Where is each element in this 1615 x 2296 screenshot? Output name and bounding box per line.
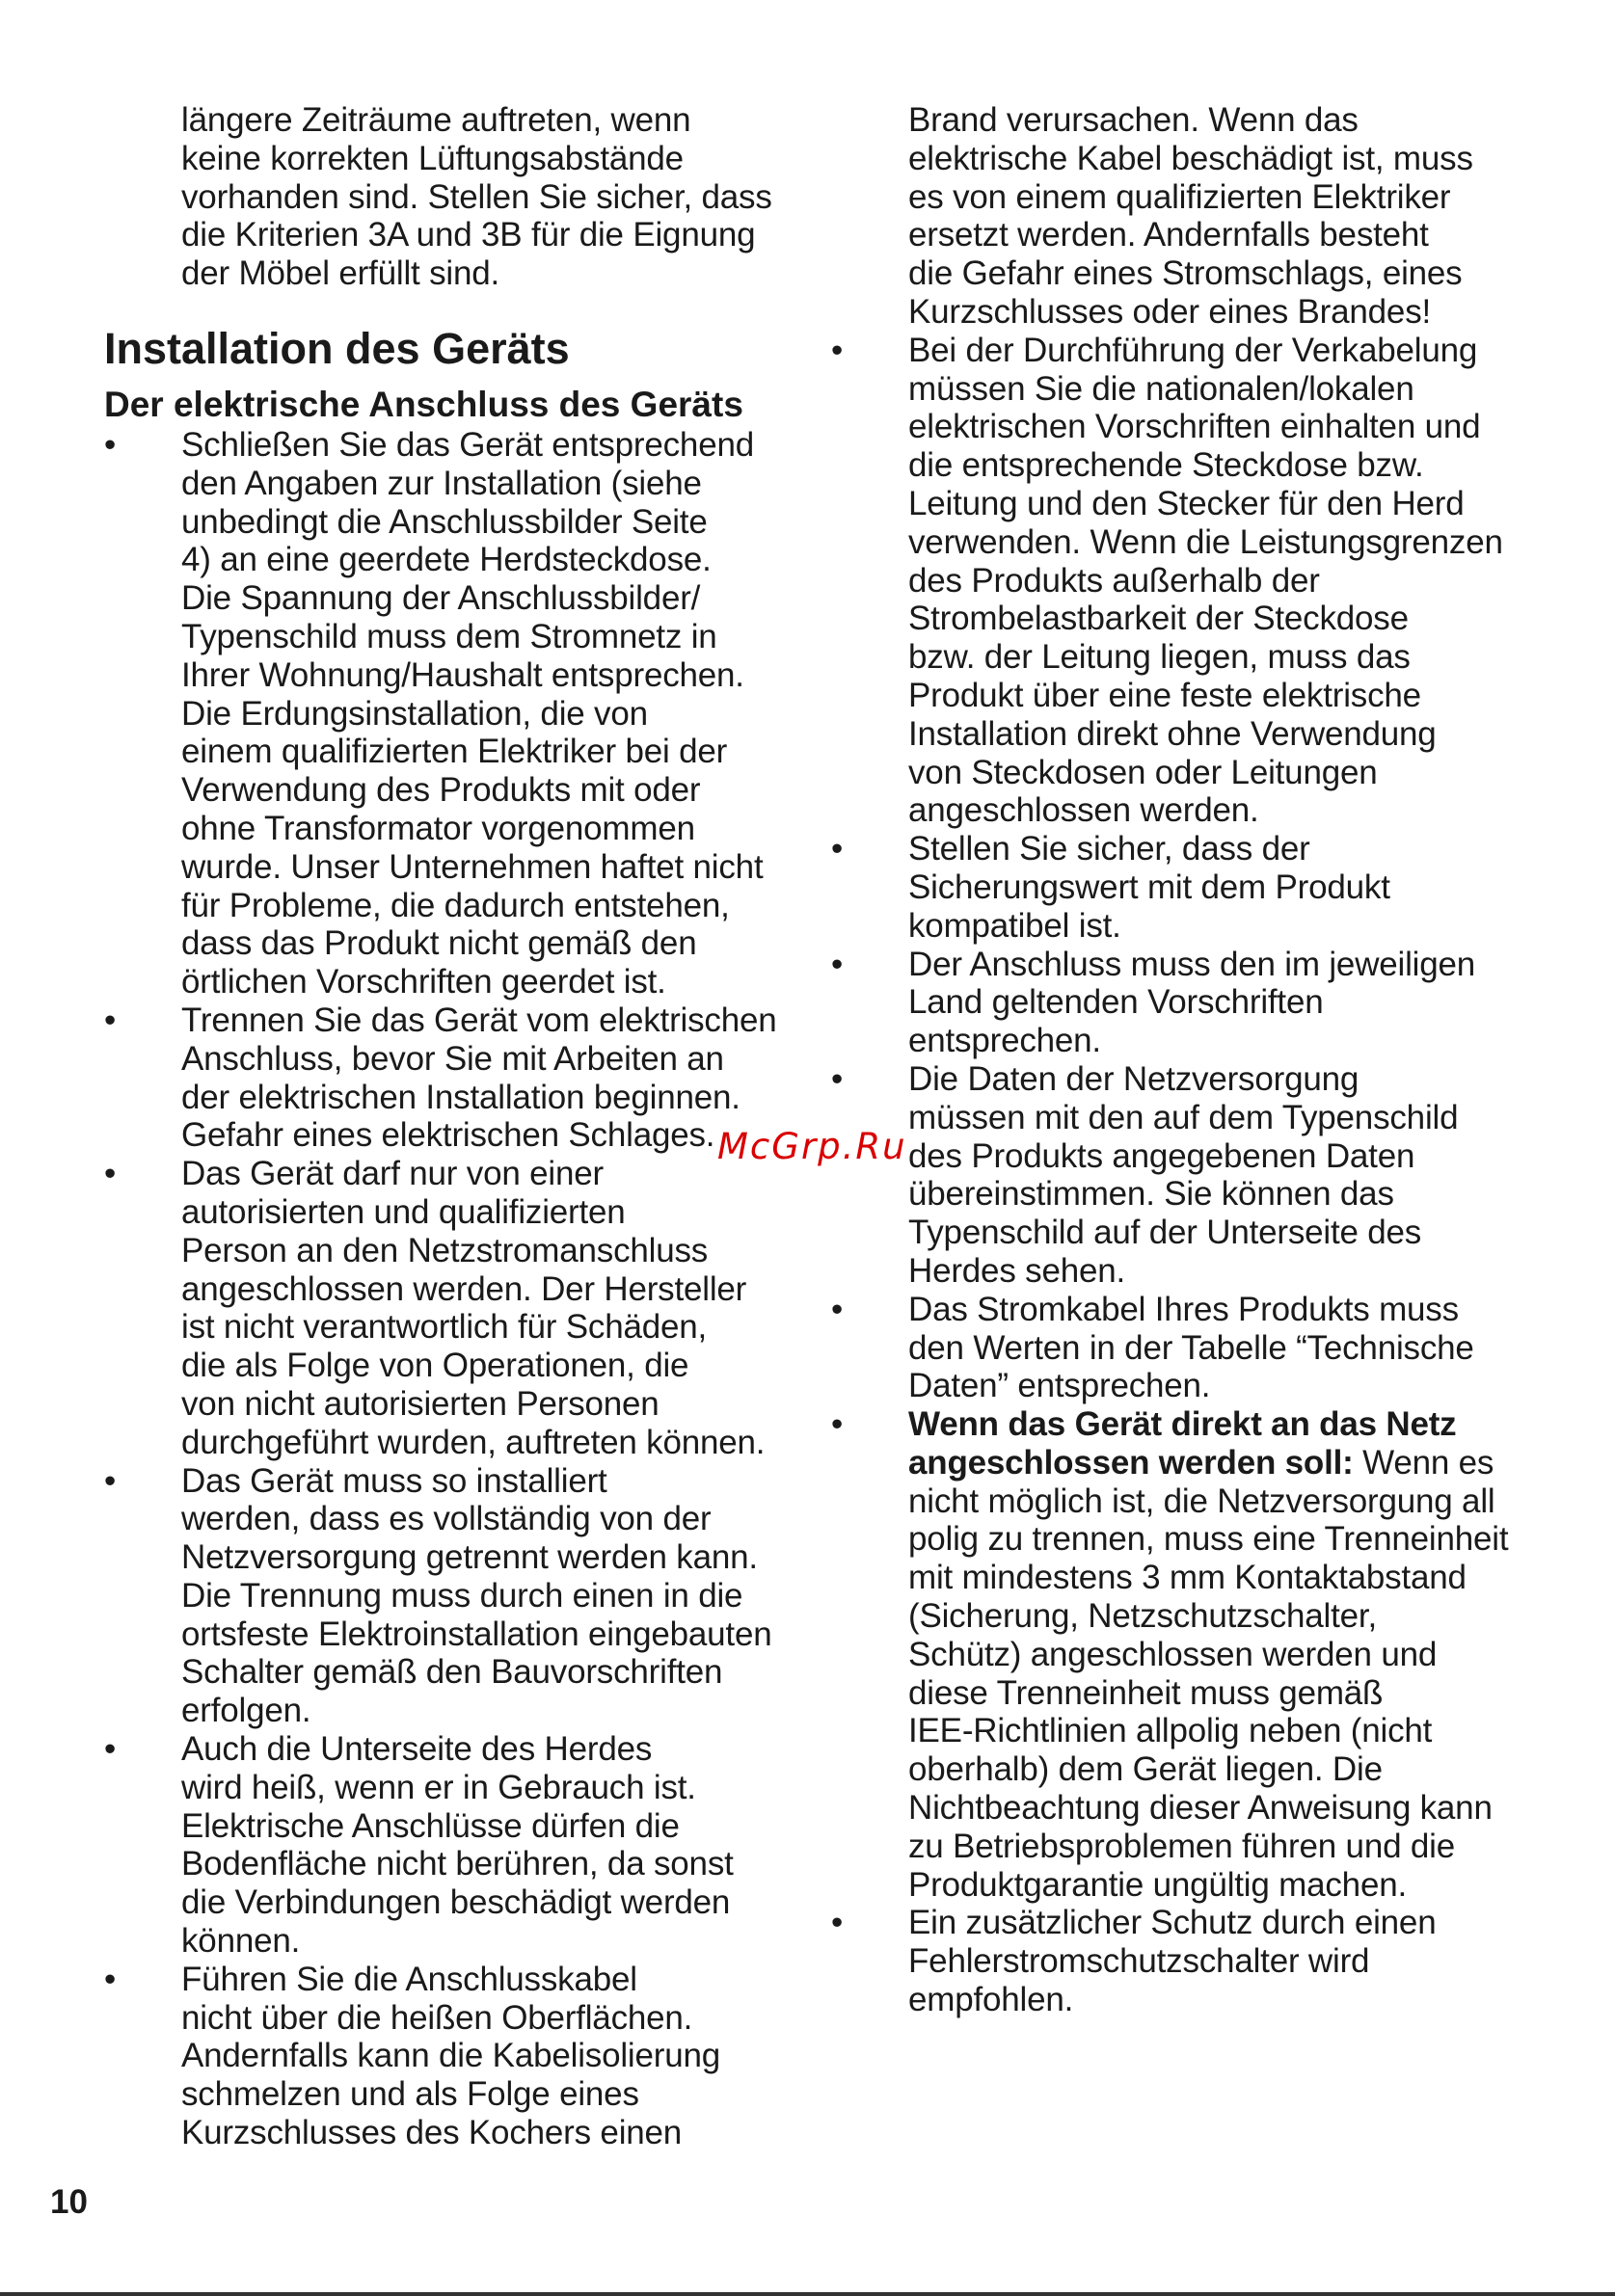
list-item [104, 1462, 779, 1731]
bullet-icon: • [104, 425, 117, 464]
list-item [831, 1405, 1518, 1904]
bullet-icon: • [104, 1001, 117, 1039]
page-number: 10 [50, 2183, 88, 2221]
right-column [831, 101, 1518, 2019]
bullet-icon: • [104, 1730, 117, 1769]
list-item-text [908, 1405, 1518, 1904]
sub-heading: Der elektrische Anschluss des Geräts [104, 384, 743, 424]
left-column [104, 101, 779, 2152]
bullet-icon: • [831, 331, 844, 369]
list-item-text: Das Gerät muss so installiert werden, dass es vollständig von der Netzversorgung getrennt werden kann. Die Trennung muss durch einen in die ortsfeste Elektroinstallation eingebauten Schalter gemäß den Bauvorschriften erfolgen. [181, 1461, 772, 1730]
list-item-text: Schließen Sie das Gerät entsprechend den Angaben zur Installation (siehe unbedingt die Anschlussbilder Seite 4) an eine geerdete Herdsteckdose. Die Spannung der Anschlussbilder/ Typenschild muss dem Stromnetz in Ihrer Wohnung/Haushalt entsprechen. Die Erdungsinstallation, die von einem qualifizierten Elektriker bei der Verwendung des Produkts mit oder ohne Transformator vorgenommen wurde. Unser Unternehmen haftet nicht für Probleme, die dadurch entstehen, dass das Produkt nicht gemäß den örtlichen Vorschriften geerdet ist. [181, 425, 764, 1001]
left-bullet-list [104, 426, 779, 2152]
bullet-icon: • [104, 1960, 117, 1998]
list-item [831, 1904, 1518, 2018]
list-item [831, 830, 1518, 945]
list-item-text: Trennen Sie das Gerät vom elektrischen Anschluss, bevor Sie mit Arbeiten an der elektrischen Installation beginnen. Gefahr eines elektrischen Schlages. [181, 1001, 777, 1155]
list-item [831, 1291, 1518, 1405]
section-heading: Installation des Geräts [104, 323, 570, 373]
list-item-text: Der Anschluss muss den im jeweiligen Land geltenden Vorschriften entsprechen. [908, 945, 1476, 1060]
bullet-icon: • [831, 1290, 844, 1328]
list-item [104, 1001, 779, 1155]
right-intro-paragraph: Brand verursachen. Wenn das elektrische Kabel beschädigt ist, muss es von einem qualifizierten Elektriker ersetzt werden. Andernfalls besteht die Gefahr eines Stromschlags, eines Kurzschlusses oder eines Brandes! [908, 101, 1473, 331]
list-item [104, 1730, 779, 1961]
list-item-text: Das Stromkabel Ihres Produkts muss den Werten in der Tabelle “Technische Daten” entsprechen. [908, 1290, 1474, 1405]
list-item [104, 1155, 779, 1461]
list-item [831, 1060, 1518, 1291]
bullet-icon: • [104, 1461, 117, 1500]
bullet-icon: • [831, 1405, 844, 1444]
bottom-divider [0, 2292, 1615, 2296]
list-item-text: Führen Sie die Anschlusskabel nicht über die heißen Oberflächen. Andernfalls kann die Kabelisolierung schmelzen und als Folge eines Kurzschlusses des Kochers einen [181, 1960, 721, 2152]
bullet-icon: • [831, 830, 844, 868]
list-item [831, 332, 1518, 830]
bold-lead-text: Wenn das Gerät direkt an das Netz angeschlossen werden soll: [908, 1405, 1457, 1482]
list-item-text: Das Gerät darf nur von einer autorisierten und qualifizierten Person an den Netzstromanschluss angeschlossen werden. Der Hersteller ist nicht verantwortlich für Schäden, die als Folge von Operationen, die von nicht autorisierten Personen durchgeführt wurden, auftreten können. [181, 1155, 766, 1461]
list-item [104, 426, 779, 1001]
list-item [831, 946, 1518, 1060]
list-item-text: Ein zusätzlicher Schutz durch einen Fehlerstromschutzschalter wird empfohlen. [908, 1904, 1437, 2019]
list-item-text: Die Daten der Netzversorgung müssen mit den auf dem Typenschild des Produkts angegebenen Daten übereinstimmen. Sie können das Typenschild auf der Unterseite des Herdes sehen. [908, 1059, 1459, 1290]
bullet-icon: • [831, 1059, 844, 1098]
list-item [104, 1961, 779, 2152]
list-item-rest-text: Wenn es nicht möglich ist, die Netzversorgung all polig zu trennen, muss eine Trenneinheit mit mindestens 3 mm Kontaktabstand (Sicherung, Netzschutzschalter, Schütz) angeschlossen werden und diese Trenneinheit muss gemäß IEE-Richtlinien allpolig neben (nicht oberhalb) dem Gerät liegen. Die Nichtbeachtung dieser Anweisung kann zu Betriebsproblemen führen und die Produktgarantie ungültig machen. [908, 1443, 1509, 1904]
bullet-icon: • [831, 1904, 844, 1942]
list-item-text: Bei der Durchführung der Verkabelung müssen Sie die nationalen/lokalen elektrischen Vorschriften einhalten und die entsprechende Steckdose bzw. Leitung und den Stecker für den Herd verwenden. Wenn die Leistungsgrenzen des Produkts außerhalb der Strombelastbarkeit der Steckdose bzw. der Leitung liegen, muss das Produkt über eine feste elektrische Installation direkt ohne Verwendung von Steckdosen oder Leitungen angeschlossen werden. [908, 331, 1503, 830]
left-intro-paragraph: längere Zeiträume auftreten, wenn keine korrekten Lüftungsabstände vorhanden sind. Stellen Sie sicher, dass die Kriterien 3A und 3B für die Eignung der Möbel erfüllt sind. [181, 101, 772, 293]
watermark-link[interactable]: McGrp.Ru [717, 1126, 907, 1167]
bullet-icon: • [831, 945, 844, 983]
list-item-text: Stellen Sie sicher, dass der Sicherungswert mit dem Produkt kompatibel ist. [908, 830, 1390, 945]
right-bullet-list [831, 332, 1518, 2019]
bullet-icon: • [104, 1155, 117, 1193]
list-item-text: Auch die Unterseite des Herdes wird heiß, wenn er in Gebrauch ist. Elektrische Anschlüsse dürfen die Bodenfläche nicht berühren, da sonst die Verbindungen beschädigt werden können. [181, 1730, 734, 1961]
